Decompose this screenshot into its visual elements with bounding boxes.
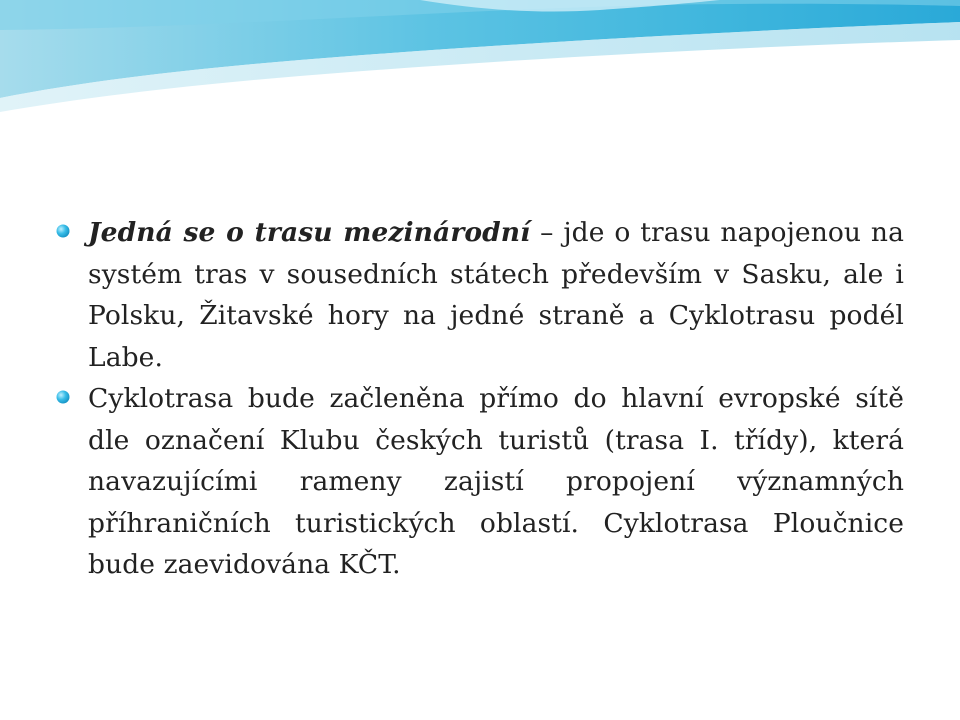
bullet-item-1 bbox=[56, 212, 904, 378]
header-wave-decoration bbox=[0, 0, 960, 120]
bullet-dot-icon bbox=[56, 390, 70, 404]
bullet-dot-icon bbox=[56, 224, 70, 238]
bullet-1-lead: Jedná se o trasu mezinárodní bbox=[88, 217, 531, 248]
bullet-list bbox=[56, 212, 904, 586]
bullet-item-2 bbox=[56, 378, 904, 586]
bullet-2-text: Cyklotrasa bude začleněna přímo do hlavní evropské sítě dle označení Klubu českých turistů (trasa I. třídy), která navazujícími rameny zajistí propojení významných příhraničních turistických oblastí. Cyklotrasa Ploučnice bude zaevidována KČT. bbox=[88, 383, 904, 580]
bullet-1-text: – jde o trasu napojenou na systém tras v sousedních státech především v Sasku, ale i Polsku, Žitavské hory na jedné straně a Cyklotrasu podél Labe. bbox=[88, 217, 904, 373]
